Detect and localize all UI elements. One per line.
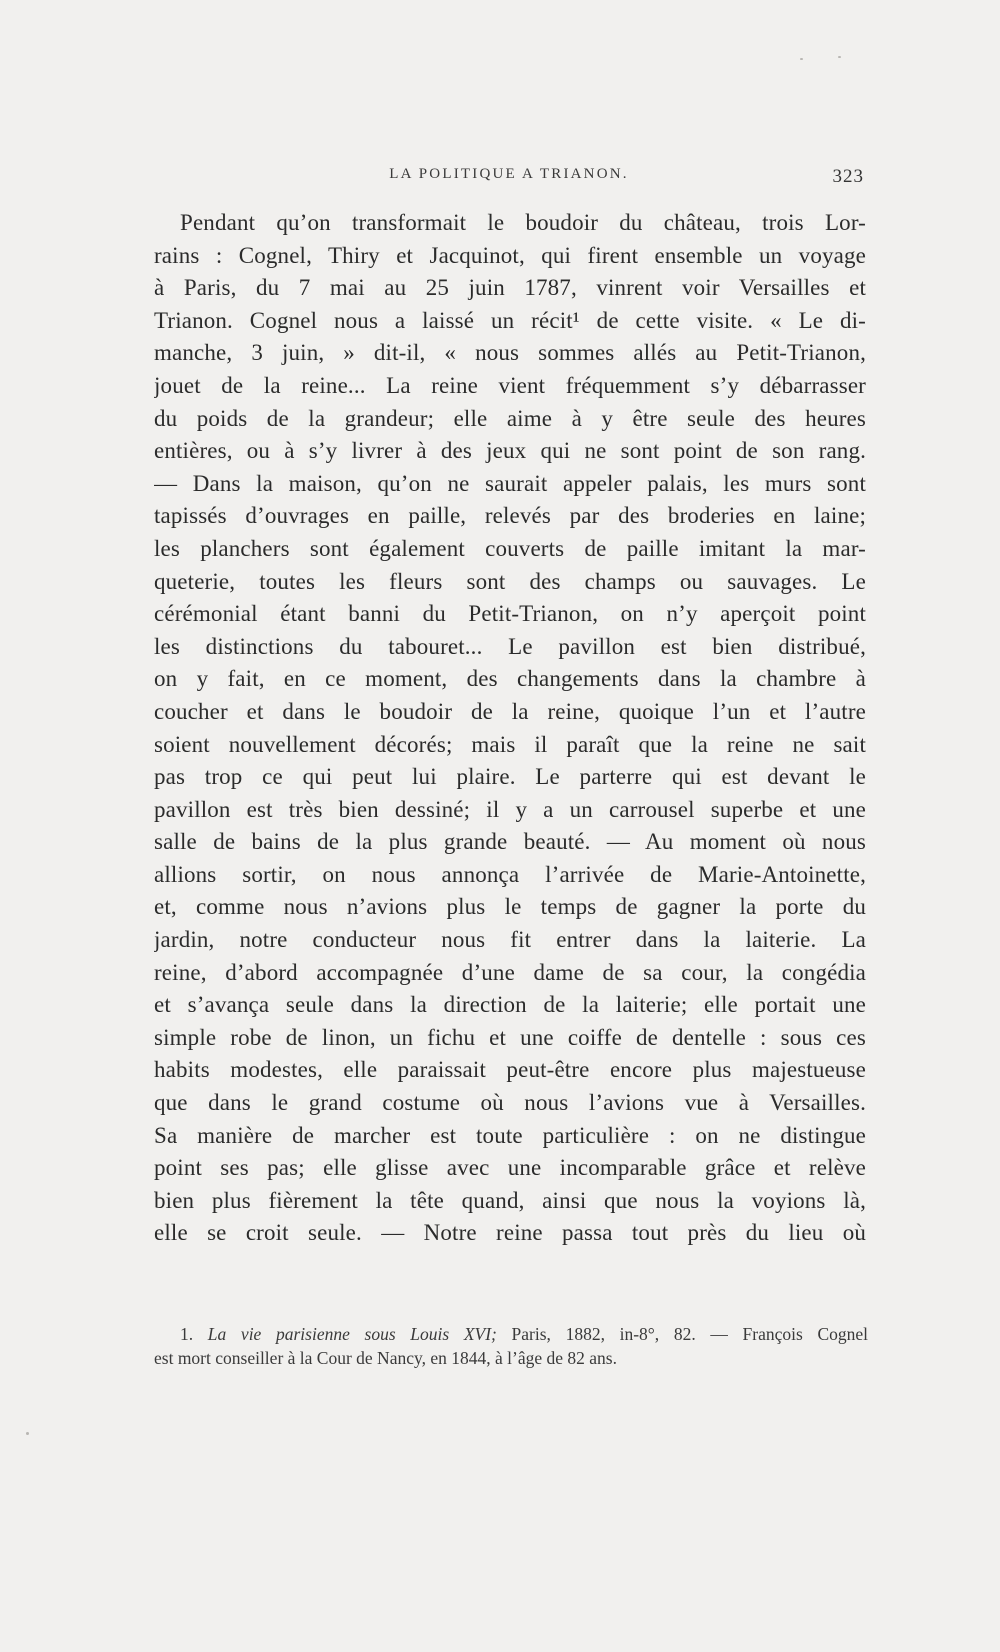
text-line: Trianon. Cognel nous a laissé un récit¹ de cette visite. « Le di- (154, 307, 866, 333)
text-line: pavillon est très bien dessiné; il y a un carrousel superbe et une (154, 796, 866, 822)
text-line: manche, 3 juin, » dit-il, « nous sommes allés au Petit-Trianon, (154, 340, 866, 366)
text-line: point ses pas; elle glisse avec une incomparable grâce et relève (154, 1155, 866, 1181)
text-line: on y fait, en ce moment, des changements dans la chambre à (154, 666, 866, 692)
page-number: 323 (832, 166, 864, 187)
footnote-number: 1. (180, 1324, 194, 1344)
text-line: jouet de la reine... La reine vient fréquemment s’y débarrasser (154, 372, 866, 398)
footnote-book-title: La vie parisienne sous Louis XVI; (207, 1324, 497, 1344)
paper-speck (838, 56, 841, 58)
text-line: pas trop ce qui peut lui plaire. Le parterre qui est devant le (154, 764, 866, 790)
text-line: reine, d’abord accompagnée d’une dame de sa cour, la congédia (154, 959, 866, 985)
text-line: que dans le grand costume où nous l’avions vue à Versailles. (154, 1090, 866, 1116)
text-line: — Dans la maison, qu’on ne saurait appeler palais, les murs sont (154, 470, 866, 496)
text-line: les planchers sont également couverts de paille imitant la mar- (154, 535, 866, 561)
text-line: les distinctions du tabouret... Le pavillon est bien distribué, (154, 633, 866, 659)
footnote-citation: Paris, 1882, in-8°, 82. — François Cognel (511, 1324, 868, 1344)
text-line: cérémonial étant banni du Petit-Trianon, on n’y aperçoit point (154, 601, 866, 627)
footnote (154, 1322, 868, 1370)
text-line: et s’avança seule dans la direction de la laiterie; elle portait une (154, 992, 866, 1018)
text-line: rains : Cognel, Thiry et Jacquinot, qui firent ensemble un voyage (154, 242, 866, 268)
text-line: du poids de la grandeur; elle aime à y être seule des heures (154, 405, 866, 431)
footnote-line (154, 1322, 868, 1346)
text-line: simple robe de linon, un fichu et une coiffe de dentelle : sous ces (154, 1024, 866, 1050)
text-line: queterie, toutes les fleurs sont des champs ou sauvages. Le (154, 568, 866, 594)
text-line: Pendant qu’on transformait le boudoir du château, trois Lor- (180, 210, 866, 235)
text-line: habits modestes, elle paraissait peut-être encore plus majestueuse (154, 1057, 866, 1083)
page-header (154, 166, 864, 190)
footnote-line: est mort conseiller à la Cour de Nancy, en 1844, à l’âge de 82 ans. (154, 1348, 617, 1368)
text-line: allions sortir, on nous annonça l’arrivée de Marie-Antoinette, (154, 861, 866, 887)
text-line: coucher et dans le boudoir de la reine, quoique l’un et l’autre (154, 698, 866, 724)
text-line: jardin, notre conducteur nous fit entrer dans la laiterie. La (154, 927, 866, 953)
body-text (154, 207, 866, 1250)
paper-speck (26, 1432, 29, 1435)
text-line: salle de bains de la plus grande beauté. — Au moment où nous (154, 829, 866, 855)
text-line: à Paris, du 7 mai au 25 juin 1787, vinrent voir Versailles et (154, 275, 866, 301)
text-line: soient nouvellement décorés; mais il paraît que la reine ne sait (154, 731, 866, 757)
text-line: elle se croit seule. — Notre reine passa tout près du lieu où (154, 1220, 866, 1246)
paper-speck (800, 58, 803, 60)
running-title: LA POLITIQUE A TRIANON. (389, 166, 629, 182)
text-line: et, comme nous n’avions plus le temps de gagner la porte du (154, 894, 866, 920)
text-line: entières, ou à s’y livrer à des jeux qui ne sont point de son rang. (154, 438, 866, 464)
text-line: Sa manière de marcher est toute particulière : on ne distingue (154, 1122, 866, 1148)
text-line: bien plus fièrement la tête quand, ainsi que nous la voyions là, (154, 1187, 866, 1213)
text-line: tapissés d’ouvrages en paille, relevés par des broderies en laine; (154, 503, 866, 529)
